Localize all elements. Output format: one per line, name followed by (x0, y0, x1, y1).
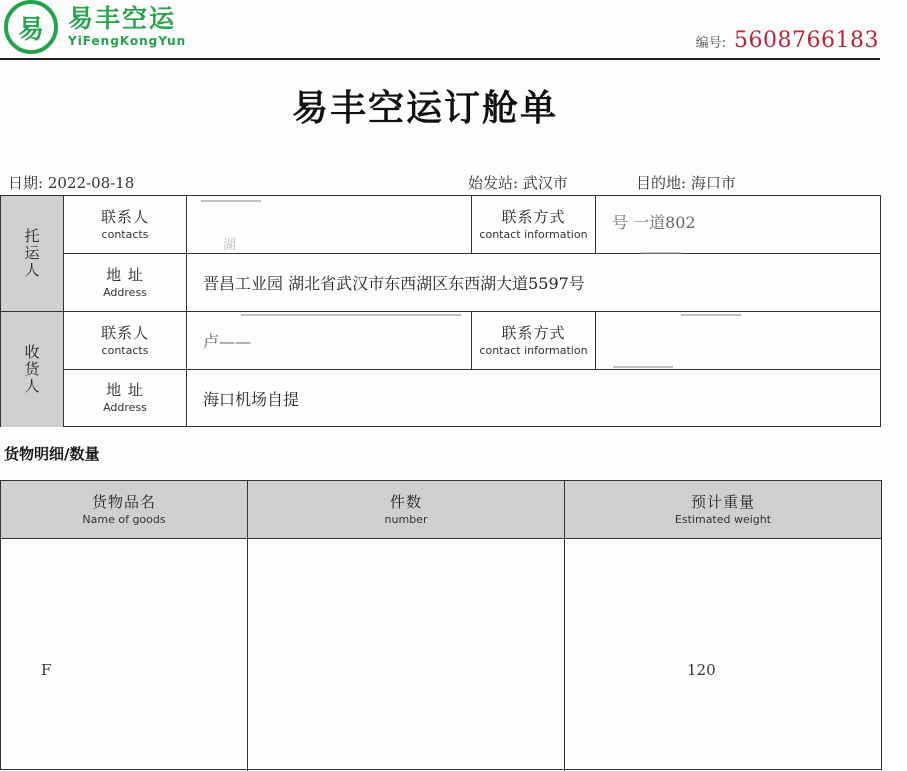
redaction-mark (241, 314, 461, 316)
label-en: Address (103, 401, 147, 414)
goods-header-name (1, 481, 247, 538)
redaction-mark (613, 366, 673, 368)
logo-english-name: YiFengKongYun (68, 34, 187, 48)
goods-header-weight (565, 481, 881, 538)
grid-line (1, 538, 881, 539)
label-cn: 联系人 (100, 323, 149, 342)
shipper-address-value: 晋昌工业园 湖北省武汉市东西湖区东西湖大道5597号 (203, 274, 585, 293)
document-title: 易丰空运订舱单 (291, 88, 558, 129)
redaction-mark (201, 200, 261, 202)
shipper-phone-label (472, 196, 595, 253)
consignee-phone-value (596, 312, 880, 369)
column-header-en: number (384, 512, 428, 526)
label-cn: 地 址 (106, 381, 144, 399)
shipper-contact-label (64, 196, 186, 253)
consignee-contact-label (64, 312, 186, 369)
shipper-address-label (64, 254, 186, 311)
header-divider (0, 58, 880, 60)
label-en: contact information (479, 227, 588, 241)
logo-wordmark (68, 5, 186, 49)
column-header-cn: 预计重量 (690, 492, 755, 511)
logo-mark-text: 易 (17, 14, 44, 45)
column-header-en: Name of goods (82, 512, 166, 526)
serial-number (696, 28, 879, 53)
consignee-address-value: 海口机场自提 (203, 389, 300, 409)
label-cn: 联系人 (100, 207, 149, 226)
column-header-cn: 件数 (389, 492, 422, 511)
shipper-contact-value: 湖 (223, 238, 237, 253)
label-en: contact information (479, 343, 588, 357)
goods-table (0, 480, 882, 770)
column-header-cn: 货物品名 (91, 492, 156, 511)
consignee-address-label (64, 370, 186, 426)
label-cn: 地 址 (106, 265, 144, 284)
logo-mark-icon (4, 0, 58, 54)
label-cn: 联系方式 (501, 323, 566, 342)
destination: 目的地: 海口市 (636, 174, 736, 192)
logo-chinese-name: 易丰空运 (68, 4, 177, 33)
booking-date: 日期: 2022-08-18 (8, 174, 135, 192)
party-table (0, 195, 881, 427)
label-cn: 联系方式 (501, 207, 566, 226)
label-en: Address (103, 285, 147, 299)
goods-row-weight: 120 (687, 661, 716, 679)
goods-row-name: F (41, 661, 52, 679)
consignee-side-label-text: 收货人 (22, 344, 41, 395)
grid-line (247, 481, 248, 771)
redaction-mark (681, 314, 741, 316)
shipper-side-label-text: 托运人 (22, 228, 41, 279)
shipper-phone-value: 号 一道802 (612, 212, 696, 232)
serial-label: 编号: (695, 36, 727, 51)
goods-section-title: 货物明细/数量 (4, 445, 100, 463)
label-en: contacts (101, 343, 149, 357)
origin-station: 始发站: 武汉市 (468, 174, 568, 192)
grid-line (564, 481, 565, 771)
consignee-phone-label (472, 312, 595, 369)
serial-value: 5608766183 (734, 28, 879, 53)
consignee-contact-value: 卢—— (203, 332, 252, 351)
consignee-side-label (1, 312, 63, 427)
company-logo (4, 0, 186, 54)
column-header-en: Estimated weight (674, 512, 772, 526)
shipper-side-label (1, 196, 63, 311)
goods-header-number (248, 481, 564, 538)
label-en: contacts (101, 227, 149, 241)
